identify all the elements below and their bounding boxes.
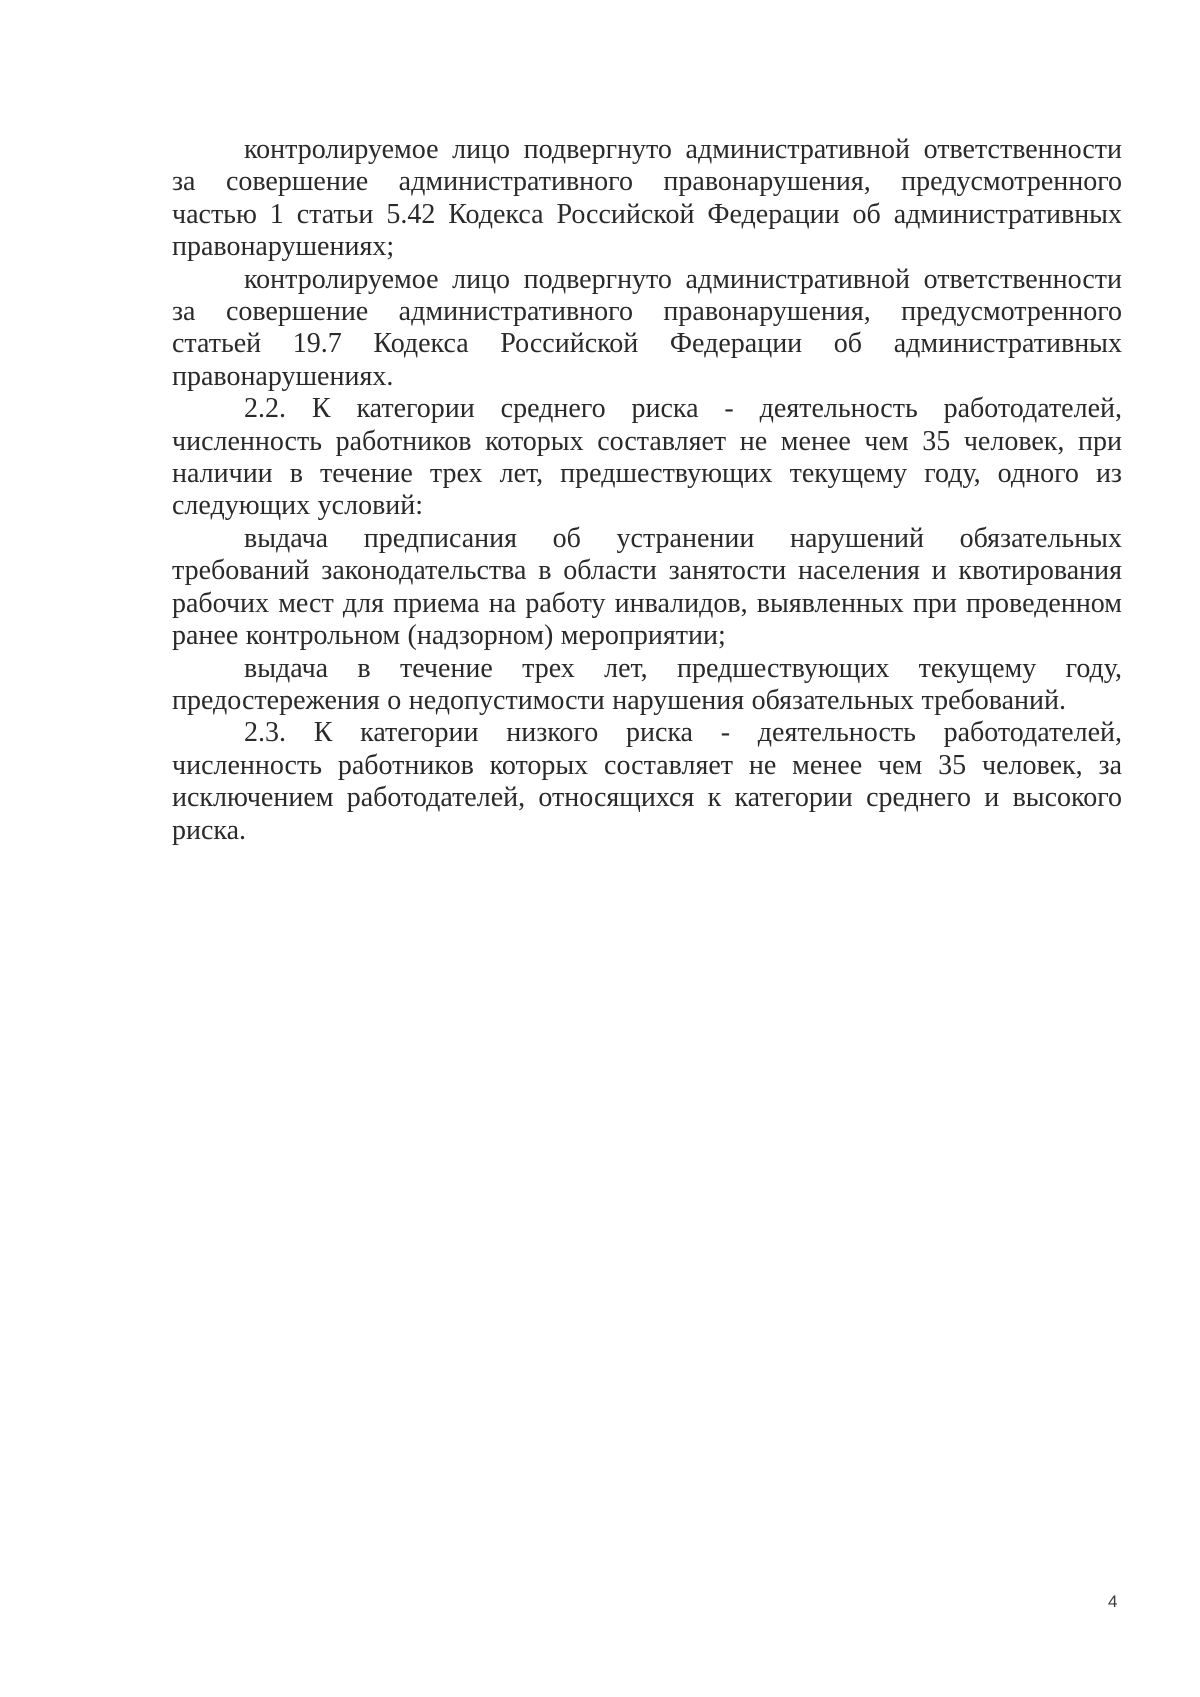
page-number: 4 bbox=[1108, 1592, 1118, 1611]
paragraph-6: 2.3. К категории низкого риска - деятельность работодателей, численность работников которых составляет не менее чем 35 человек, за исключением работодателей, относящихся к категории среднего и высокого риска. bbox=[172, 717, 1122, 846]
paragraph-4: выдача предписания об устранении нарушений обязательных требований законодательства в области занятости населения и квотирования рабочих мест для приема на работу инвалидов, выявленных при проведенном ранее контрольном (надзорном) мероприятии; bbox=[172, 522, 1122, 652]
paragraph-1: контролируемое лицо подвергнуто административной ответственности за совершение административного правонарушения, предусмотренного частью 1 статьи 5.42 Кодекса Российской Федерации об административных правонарушениях; bbox=[172, 134, 1122, 263]
paragraph-3: 2.2. К категории среднего риска - деятельность работодателей, численность работников которых составляет не менее чем 35 человек, при наличии в течение трех лет, предшествующих текущему году, одного из следующих условий: bbox=[172, 393, 1122, 522]
paragraph-5: выдача в течение трех лет, предшествующих текущему году, предостережения о недопустимости нарушения обязательных требований. bbox=[172, 652, 1122, 716]
document-body bbox=[172, 134, 1122, 847]
paragraph-2: контролируемое лицо подвергнуто административной ответственности за совершение административного правонарушения, предусмотренного статьей 19.7 Кодекса Российской Федерации об административных правонарушениях. bbox=[172, 263, 1122, 392]
